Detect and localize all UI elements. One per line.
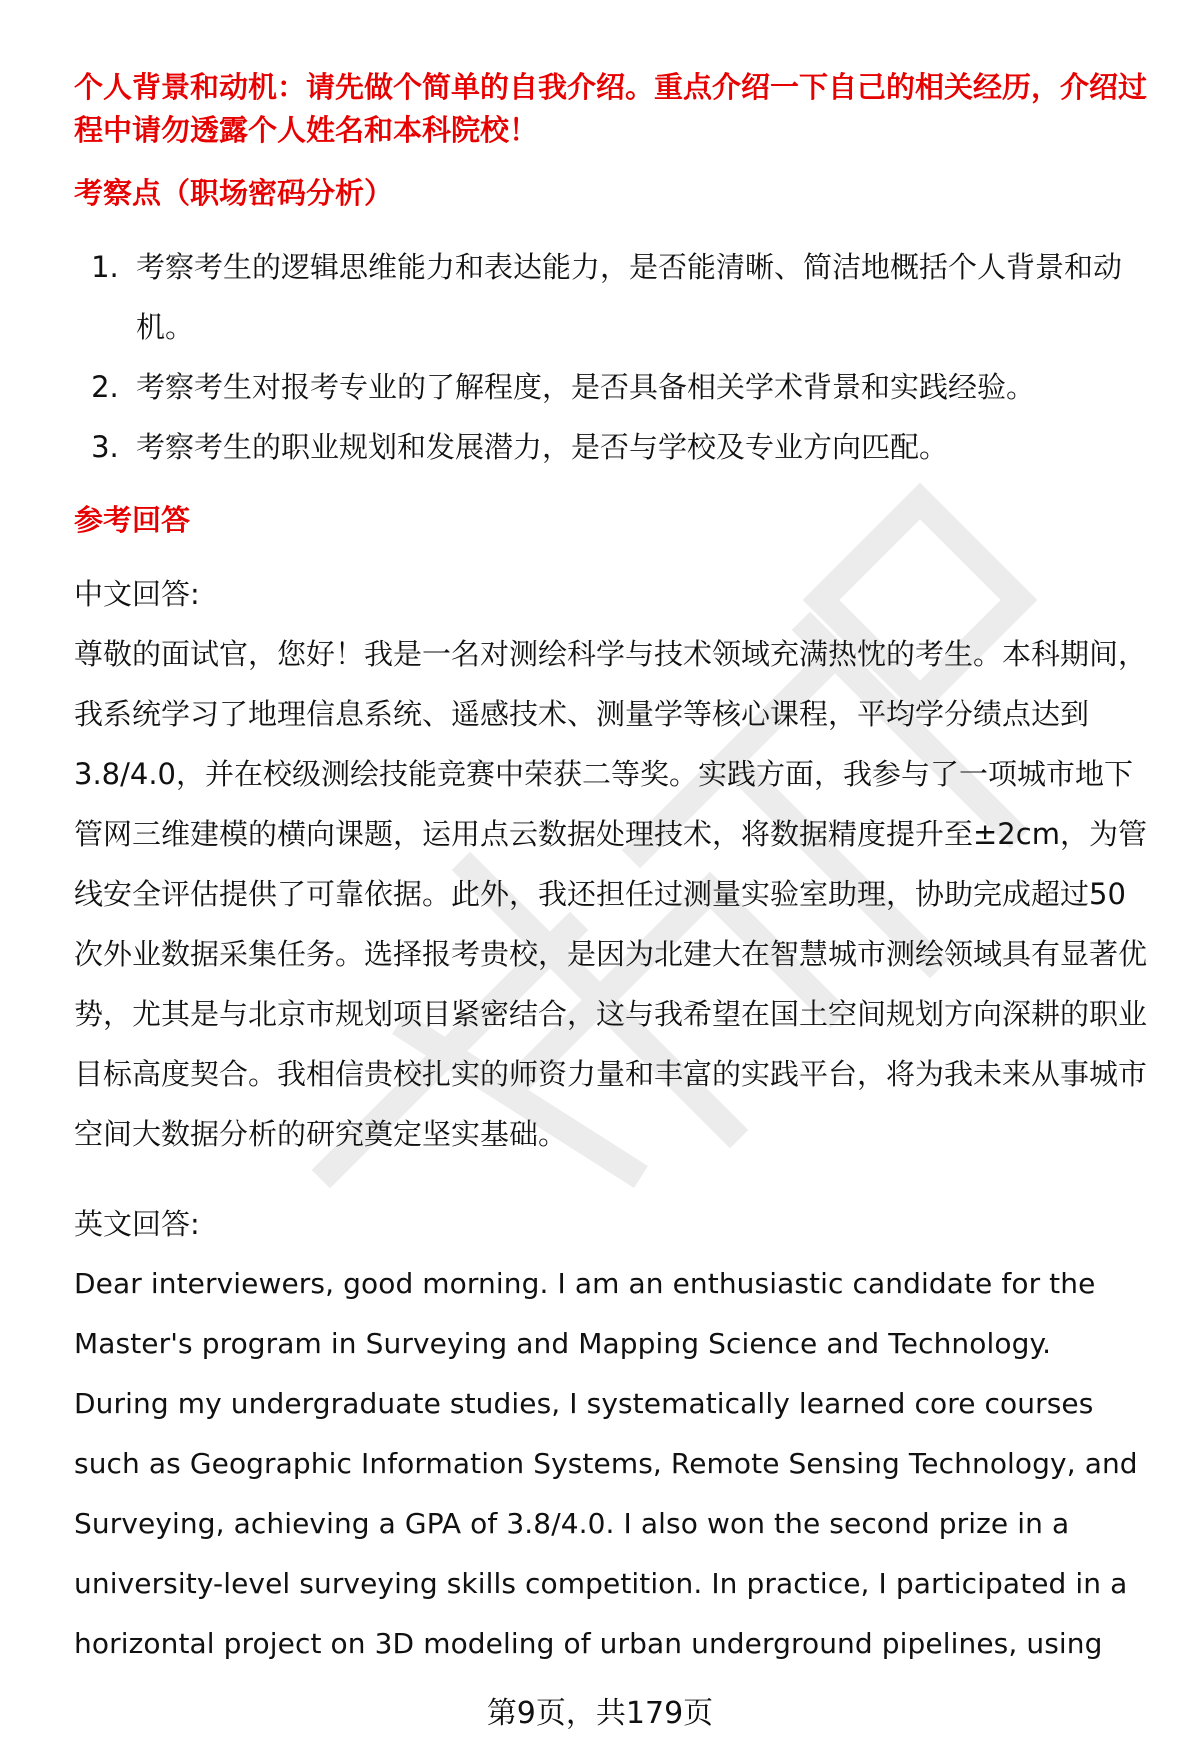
english-answer-label: 英文回答: xyxy=(74,1207,200,1241)
assessment-point: 2. 考察考生对报考专业的了解程度，是否具备相关学术背景和实践经验。 xyxy=(128,357,1154,417)
english-answer-text: Dear interviewers, good morning. I am an enthusiastic candidate for the Master's program in Surveying and Mapping Science and Technology. During my undergraduate studies, I systematically learned core courses such as Geographic Information Systems, Remote Sensing Technology, and Surveying, achieving a GPA of 3.8/4.0. I also won the second prize in a university-level surveying skills competition. In practice, I participated in a horizontal project on 3D modeling of urban underground pipelines, using xyxy=(74,1267,1138,1660)
chinese-answer-text: 尊敬的面试官，您好！我是一名对测绘科学与技术领域充满热忱的考生。本科期间，我系统学习了地理信息系统、遥感技术、测量学等核心课程，平均学分绩点达到3.8/4.0，并在校级测绘技能竞赛中荣获二等奖。实践方面，我参与了一项城市地下管网三维建模的横向课题，运用点云数据处理技术，将数据精度提升至±2cm，为管线安全评估提供了可靠依据。此外，我还担任过测量实验室助理，协助完成超过50次外业数据采集任务。选择报考贵校，是因为北建大在智慧城市测绘领域具有显著优势，尤其是与北京市规划项目紧密结合，这与我希望在国土空间规划方向深耕的职业目标高度契合。我相信贵校扎实的师资力量和丰富的实践平台，将为我未来从事城市空间大数据分析的研究奠定坚实基础。 xyxy=(74,637,1148,1151)
interview-question: 个人背景和动机：请先做个简单的自我介绍。重点介绍一下自己的相关经历，介绍过程中请勿透露个人姓名和本科院校！ xyxy=(74,70,1148,147)
document-content xyxy=(74,66,1154,1674)
assessment-title: 考察点（职场密码分析） xyxy=(74,176,394,210)
assessment-points-list xyxy=(74,237,1154,477)
assessment-point: 1. 考察考生的逻辑思维能力和表达能力，是否能清晰、简洁地概括个人背景和动机。 xyxy=(128,237,1154,357)
chinese-answer-label: 中文回答: xyxy=(74,577,200,611)
page-number-footer: 第9页，共179页 xyxy=(486,1696,714,1731)
assessment-point: 3. 考察考生的职业规划和发展潜力，是否与学校及专业方向匹配。 xyxy=(128,417,1154,477)
reference-answer-title: 参考回答 xyxy=(74,503,191,537)
